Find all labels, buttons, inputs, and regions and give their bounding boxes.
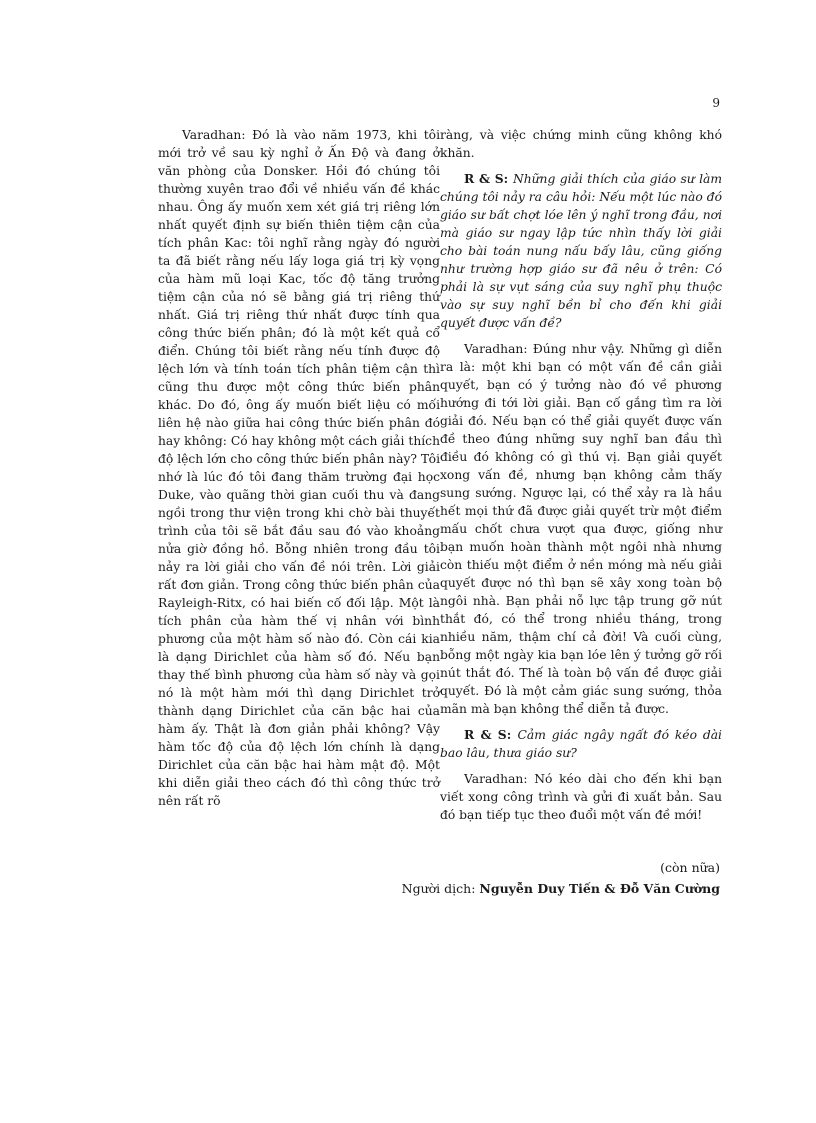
translator-names: Nguyễn Duy Tiến & Đỗ Văn Cường bbox=[479, 881, 720, 896]
question-label: R & S bbox=[464, 171, 504, 186]
question-label: R & S bbox=[464, 727, 507, 742]
question-text: Những giải thích của giáo sư làm chúng tôi nảy ra câu hỏi: Nếu một lúc nào đó giáo sư bất chợt lóe lên ý nghĩ trong đầu, nơi mà giáo sư ngay lập tức nhìn thấy lời giải cho bài toán nung nấu bấy lâu, cũng giống như trường hợp giáo sư đã nêu ở trên: Có phải là sự vụt sáng của suy nghĩ phụ thuộc vào sự suy nghĩ bền bỉ cho đến khi giải quyết được vấn đề? bbox=[440, 172, 722, 330]
right-column bbox=[440, 126, 722, 832]
question-text: Cảm giác ngây ngất đó kéo dài bao lâu, thưa giáo sư? bbox=[440, 728, 722, 760]
continuation-paragraph: ràng, và việc chứng minh cũng không khó khăn. bbox=[440, 128, 722, 160]
question-paragraph: R & S: Cảm giác ngây ngất đó kéo dài bao lâu, thưa giáo sư? bbox=[440, 727, 722, 760]
translator-credit bbox=[402, 881, 720, 896]
question-paragraph: R & S: Những giải thích của giáo sư làm chúng tôi nảy ra câu hỏi: Nếu một lúc nào đó giáo sư bất chợt lóe lên ý nghĩ trong đầu, nơi mà giáo sư ngay lập tức nhìn thấy lời giải cho bài toán nung nấu bấy lâu, cũng giống như trường hợp giáo sư đã nêu ở trên: Có phải là sự vụt sáng của suy nghĩ phụ thuộc vào sự suy nghĩ bền bỉ cho đến khi giải quyết được vấn đề? bbox=[440, 171, 722, 330]
left-column bbox=[158, 126, 440, 818]
answer-paragraph: Varadhan: Đó là vào năm 1973, khi tôi mới trở về sau kỳ nghỉ ở Ấn Độ và đang ở văn phòng của Donsker. Hồi đó chúng tôi thường xuyên trao đổi về nhiều vấn đề khác nhau. Ông ấy muốn xem xét giá trị riêng lớn nhất quyết định sự biến thiên tiệm cận của tích phân Kac: tôi nghĩ rằng ngày đó người ta đã biết rằng nếu lấy loga giá trị kỳ vọng của hàm mũ loại Kac, tốc độ tăng trưởng tiệm cận của nó sẽ bằng giá trị riêng thứ nhất. Giá trị riêng thứ nhất được tính qua công thức biến phân; đó là một kết quả cổ điển. Chúng tôi biết rằng nếu tính được độ lệch lớn và tính toán tích phân tiệm cận thì cũng thu được một công thức biến phân khác. Do đó, ông ấy muốn biết liệu có mối liên hệ nào giữa hai công thức biến phân đó hay không: Có hay không một cách giải thích độ lệch lớn cho công thức biến phân này? Tôi nhớ là lúc đó tôi đang thăm trường đại học Duke, vào quãng thời gian cuối thu và đang ngồi trong thư viện trong khi chờ bài thuyết trình của tôi sẽ bắt đầu sau đó vào khoảng nửa giờ đồng hồ. Bỗng nhiên trong đầu tôi nảy ra lời giải cho vấn đề nói trên. Lời giải rất đơn giản. Trong công thức biến phân của Rayleigh-Ritx, có hai biến cố đối lập. Một là tích phân của hàm thế vị nhân với bình phương của một hàm số nào đó. Còn cái kia là dạng Dirichlet của hàm số đó. Nếu bạn thay thế bình phương của hàm số này và gọi nó là một hàm mới thì dạng Dirichlet trở thành dạng Dirichlet của căn bậc hai của hàm ấy. Thật là đơn giản phải không? Vậy hàm tốc độ của độ lệch lớn chính là dạng Dirichlet của căn bậc hai hàm mật độ. Một khi diễn giải theo cách đó thì công thức trở nên rất rõ bbox=[158, 128, 440, 808]
answer-paragraph: Varadhan: Nó kéo dài cho đến khi bạn viết xong công trình và gửi đi xuất bản. Sau đó bạn tiếp tục theo đuổi một vấn đề mới! bbox=[440, 772, 722, 822]
page-number: 9 bbox=[712, 96, 720, 110]
translator-prefix: Người dịch: bbox=[401, 881, 476, 896]
answer-paragraph: Varadhan: Đúng như vậy. Những gì diễn ra là: một khi bạn có một vấn đề cần giải quyết, bạn có ý tưởng nào đó về phương hướng đi tới lời giải. Bạn cố gắng tìm ra lời giải đó. Nếu bạn có thể giải quyết được vấn đề theo đúng những suy nghĩ ban đầu thì điều đó không có gì thú vị. Bạn giải quyết xong vấn đề, nhưng bạn không cảm thấy sung sướng. Ngược lại, có thể xảy ra là hầu hết mọi thứ đã được giải quyết trừ một điểm mấu chốt chưa vượt qua được, giống như bạn muốn hoàn thành một ngôi nhà nhưng còn thiếu một điểm ở nền móng mà nếu giải quyết được nó thì bạn sẽ xây xong toàn bộ ngôi nhà. Bạn phải nỗ lực tập trung gỡ nút thắt đó, có thể trong nhiều tháng, trong nhiều năm, thậm chí cả đời! Và cuối cùng, bỗng một ngày kia bạn lóe lên ý tưởng gỡ rối nút thắt đó. Thế là toàn bộ vấn đề được giải quyết. Đó là một cảm giác sung sướng, thỏa mãn mà bạn không thể diễn tả được. bbox=[440, 342, 722, 716]
to-be-continued: (còn nữa) bbox=[660, 860, 720, 875]
